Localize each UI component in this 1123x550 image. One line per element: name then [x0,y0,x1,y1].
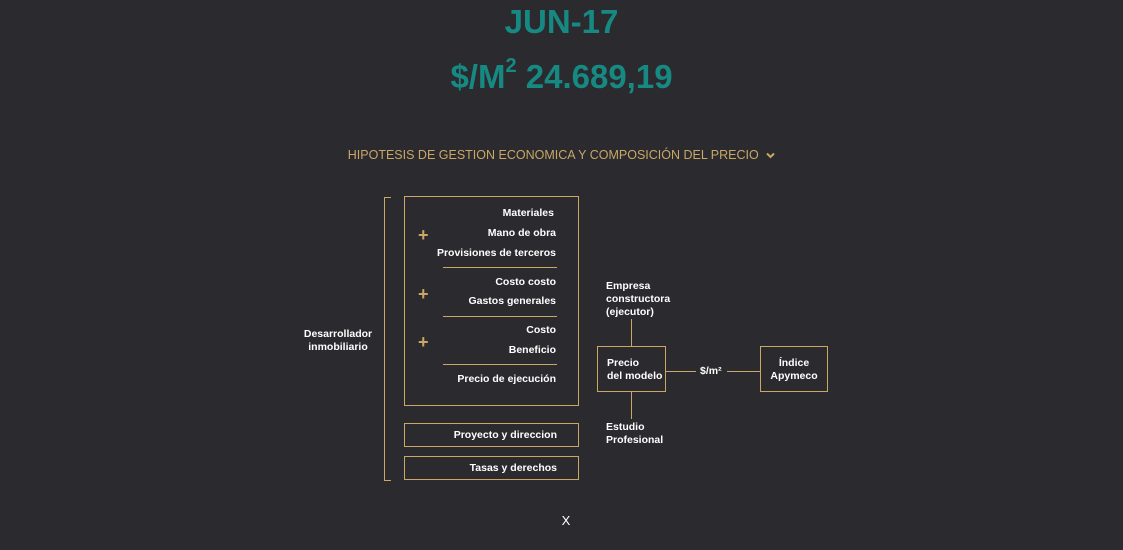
chevron-down-icon [766,148,775,162]
item-execution-price: Precio de ejecución [457,373,556,385]
item-third-party: Provisiones de terceros [436,247,556,259]
connector [666,371,696,372]
plus-icon: + [418,225,429,245]
price-value: 24.689,19 [516,58,673,95]
professional-studio-label: Estudio Profesional [606,421,664,446]
price-per-m2 [0,50,1123,97]
item-materials: Materiales [502,207,554,219]
item-labor: Mano de obra [487,227,556,239]
divider [443,364,557,365]
connector [631,392,632,419]
model-price-box: Precio del modelo [597,346,666,392]
unit-label: $/m² [700,365,722,377]
divider [443,267,557,268]
price-unit: $/M [450,58,506,95]
connector [727,371,760,372]
index-box: Índice Apymeco [760,346,828,392]
connector [631,319,632,347]
fees-box: Tasas y derechos [404,456,579,480]
composition-toggle[interactable] [0,148,1123,162]
divider [443,316,557,317]
close-button[interactable]: X [561,513,571,528]
price-unit-superscript: 2 [505,55,517,77]
developer-label: Desarrollador inmobiliario [303,328,373,353]
item-overhead: Gastos generales [468,295,556,307]
plus-icon: + [418,284,429,304]
period-label: JUN-17 [504,3,619,40]
construction-company-label: Empresa constructora (ejecutor) [606,280,671,318]
item-profit: Beneficio [508,344,556,356]
project-box: Proyecto y direccion [404,423,579,447]
item-cost: Costo [526,324,556,336]
plus-icon: + [418,332,429,352]
composition-toggle-label: HIPOTESIS DE GESTION ECONOMICA Y COMPOSICIÓN DEL PRECIO [347,148,759,162]
item-direct-cost: Costo costo [495,276,556,288]
